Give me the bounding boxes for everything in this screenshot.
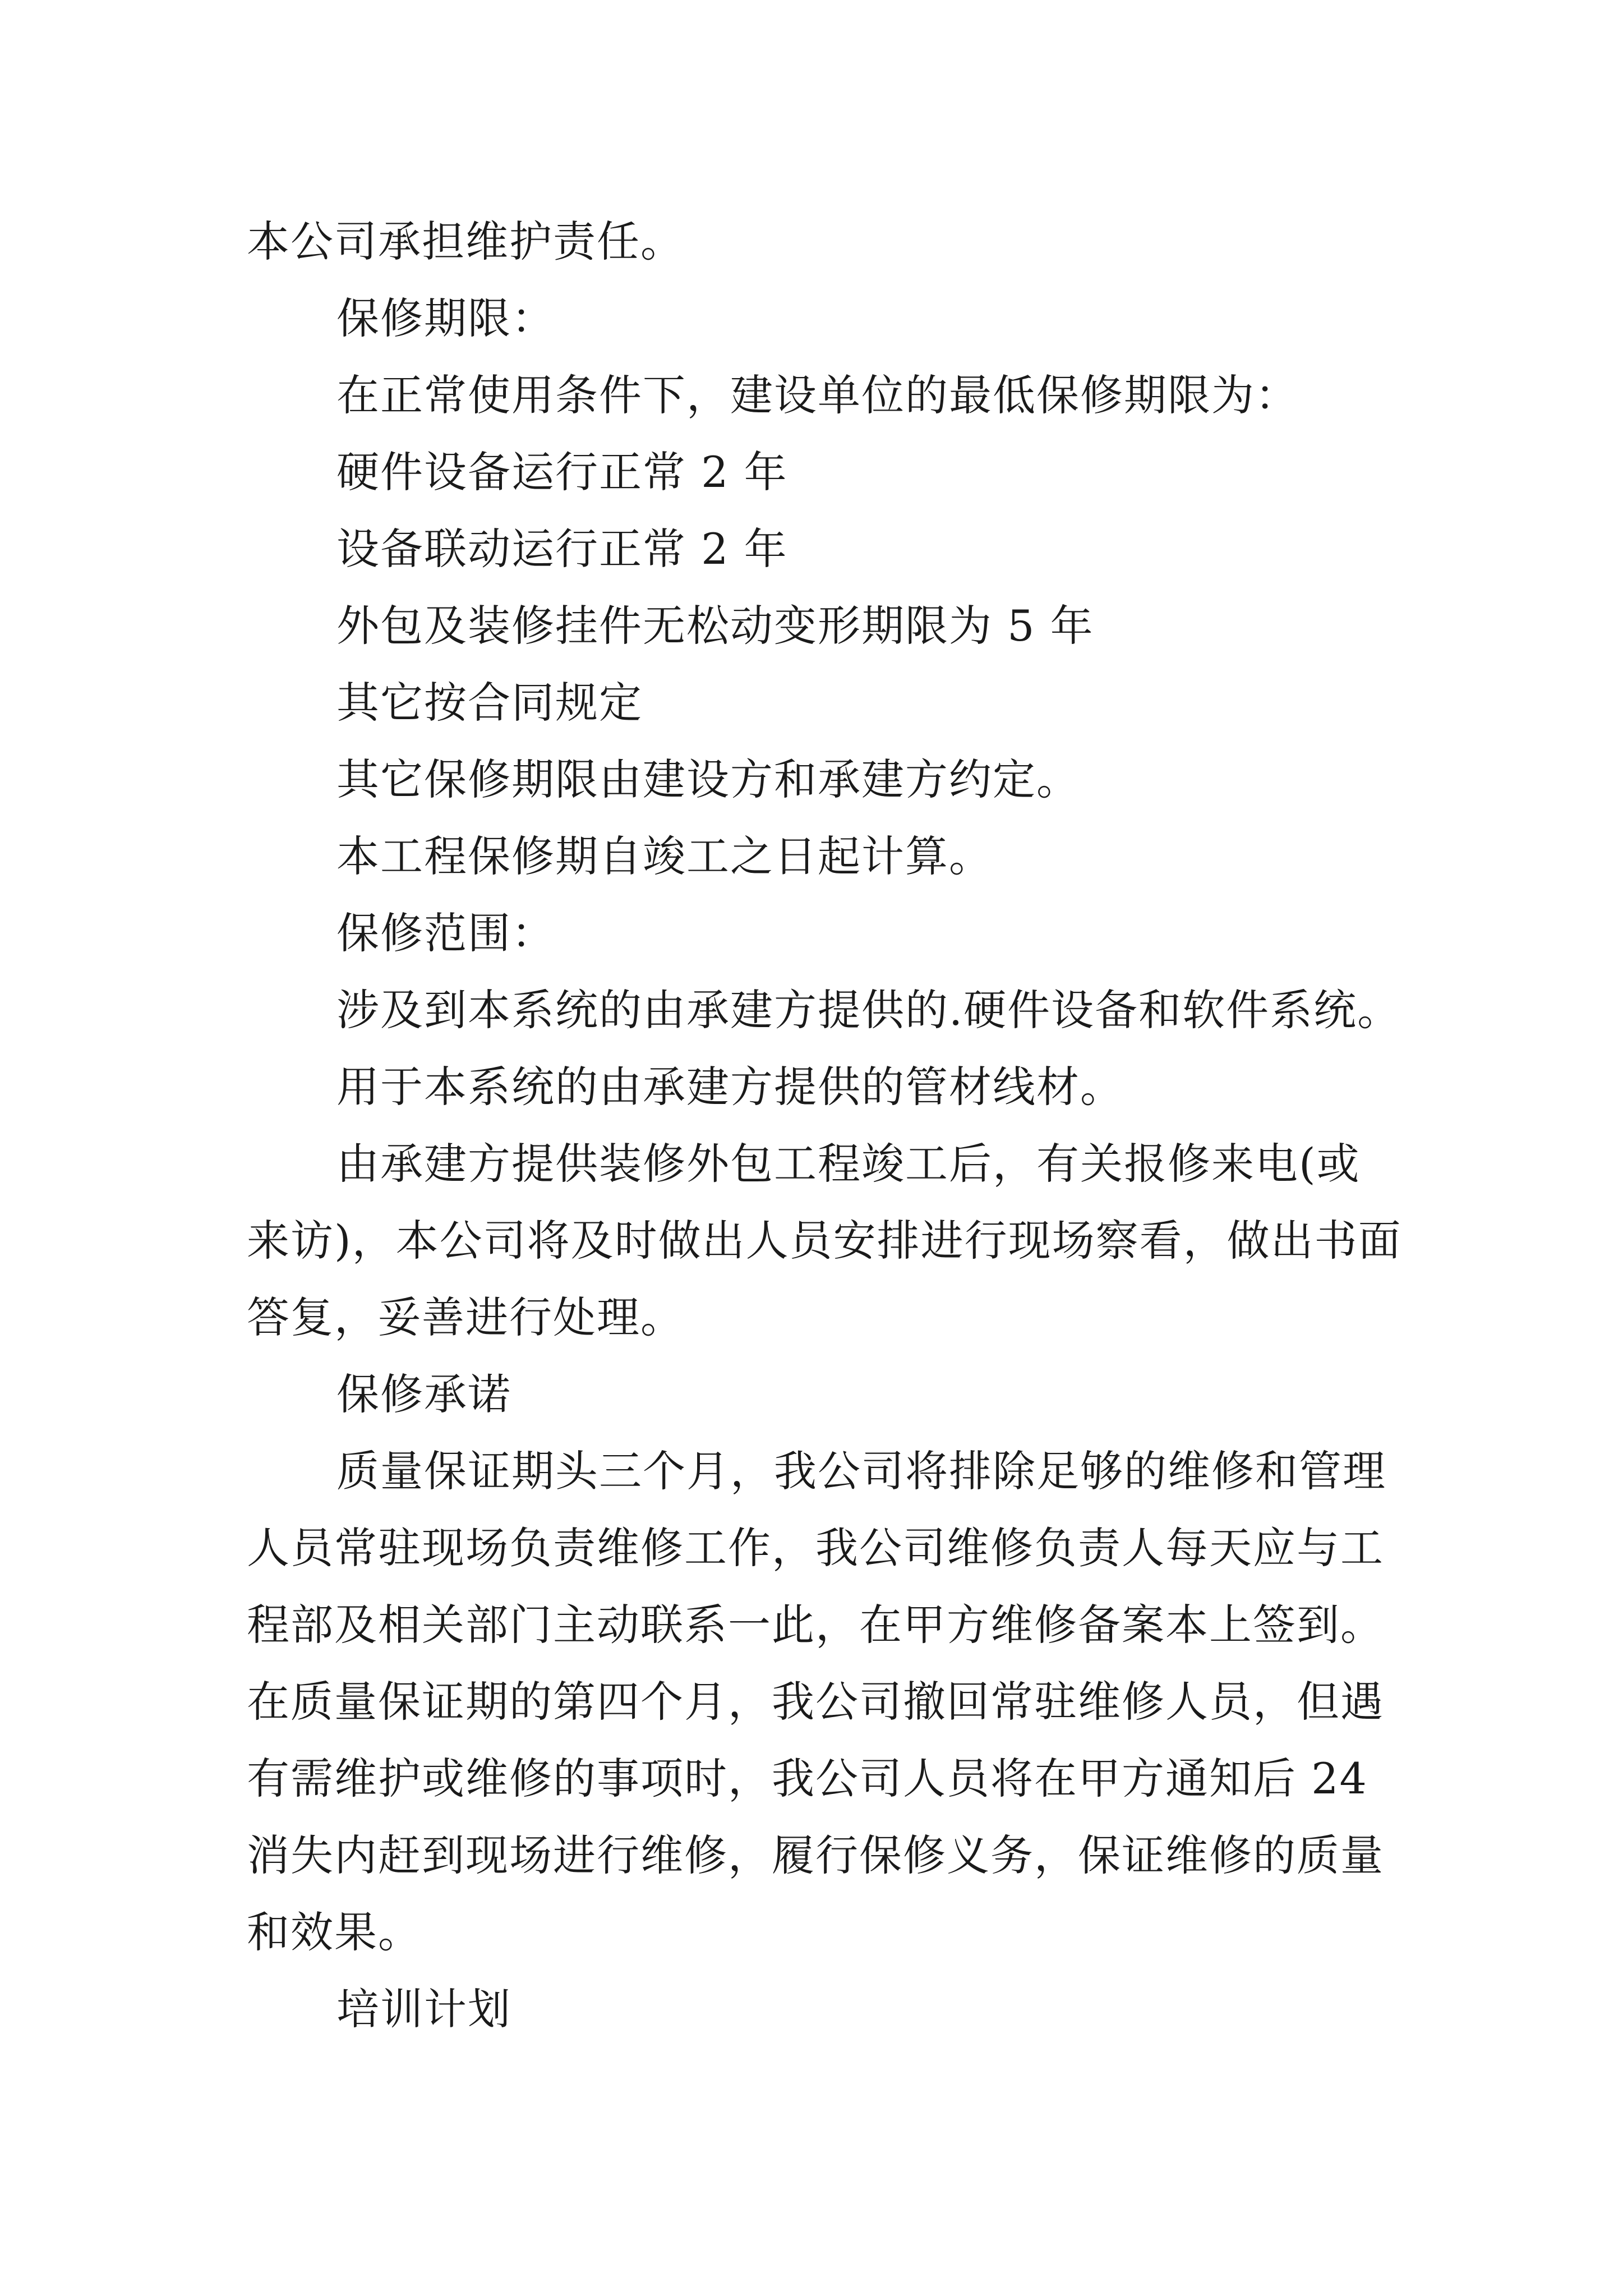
item-fitting-warranty: 外包及装修挂件无松动变形期限为 5 年 [336, 601, 1094, 651]
paragraph-repair-response: 由承建方提供装修外包工程竣工后，有关报修来电(或来访)，本公司将及时做出人员安排进行现场察看，做出书面答复，妥善进行处理。 [247, 1139, 1402, 1342]
heading-warranty-scope: 保修范围： [336, 908, 555, 958]
paragraph-period-start: 本工程保修期自竣工之日起计算。 [336, 831, 993, 881]
document-body [247, 203, 1402, 2047]
heading-warranty-period: 保修期限： [336, 293, 555, 343]
item-contract-terms: 其它按合同规定 [336, 678, 643, 728]
paragraph-commitment-details: 质量保证期头三个月，我公司将排除足够的维修和管理人员常驻现场负责维修工作，我公司维修负责人每天应与工程部及相关部门主动联系一此，在甲方维修备案本上签到。在质量保证期的第四个月，我公司撤回常驻维修人员，但遇有需维护或维修的事项时，我公司人员将在甲方通知后 24 消失内赶到现场进行维修，履行保修义务，保证维修的质量和效果。 [247, 1446, 1386, 1957]
heading-training-plan: 培训计划 [336, 1984, 511, 2034]
heading-warranty-commitment: 保修承诺 [336, 1369, 511, 1419]
paragraph-maintenance-responsibility: 本公司承担维护责任。 [247, 217, 684, 266]
item-scope-materials: 用于本系统的由承建方提供的管材线材。 [336, 1062, 1124, 1112]
item-linkage-warranty: 设备联动运行正常 2 年 [336, 524, 788, 574]
paragraph-other-periods: 其它保修期限由建设方和承建方约定。 [336, 754, 1080, 804]
item-scope-hardware-software: 涉及到本系统的由承建方提供的.硬件设备和软件系统。 [336, 985, 1401, 1035]
paragraph-normal-conditions: 在正常使用条件下，建设单位的最低保修期限为： [336, 370, 1299, 420]
item-hardware-warranty: 硬件设备运行正常 2 年 [336, 447, 788, 497]
